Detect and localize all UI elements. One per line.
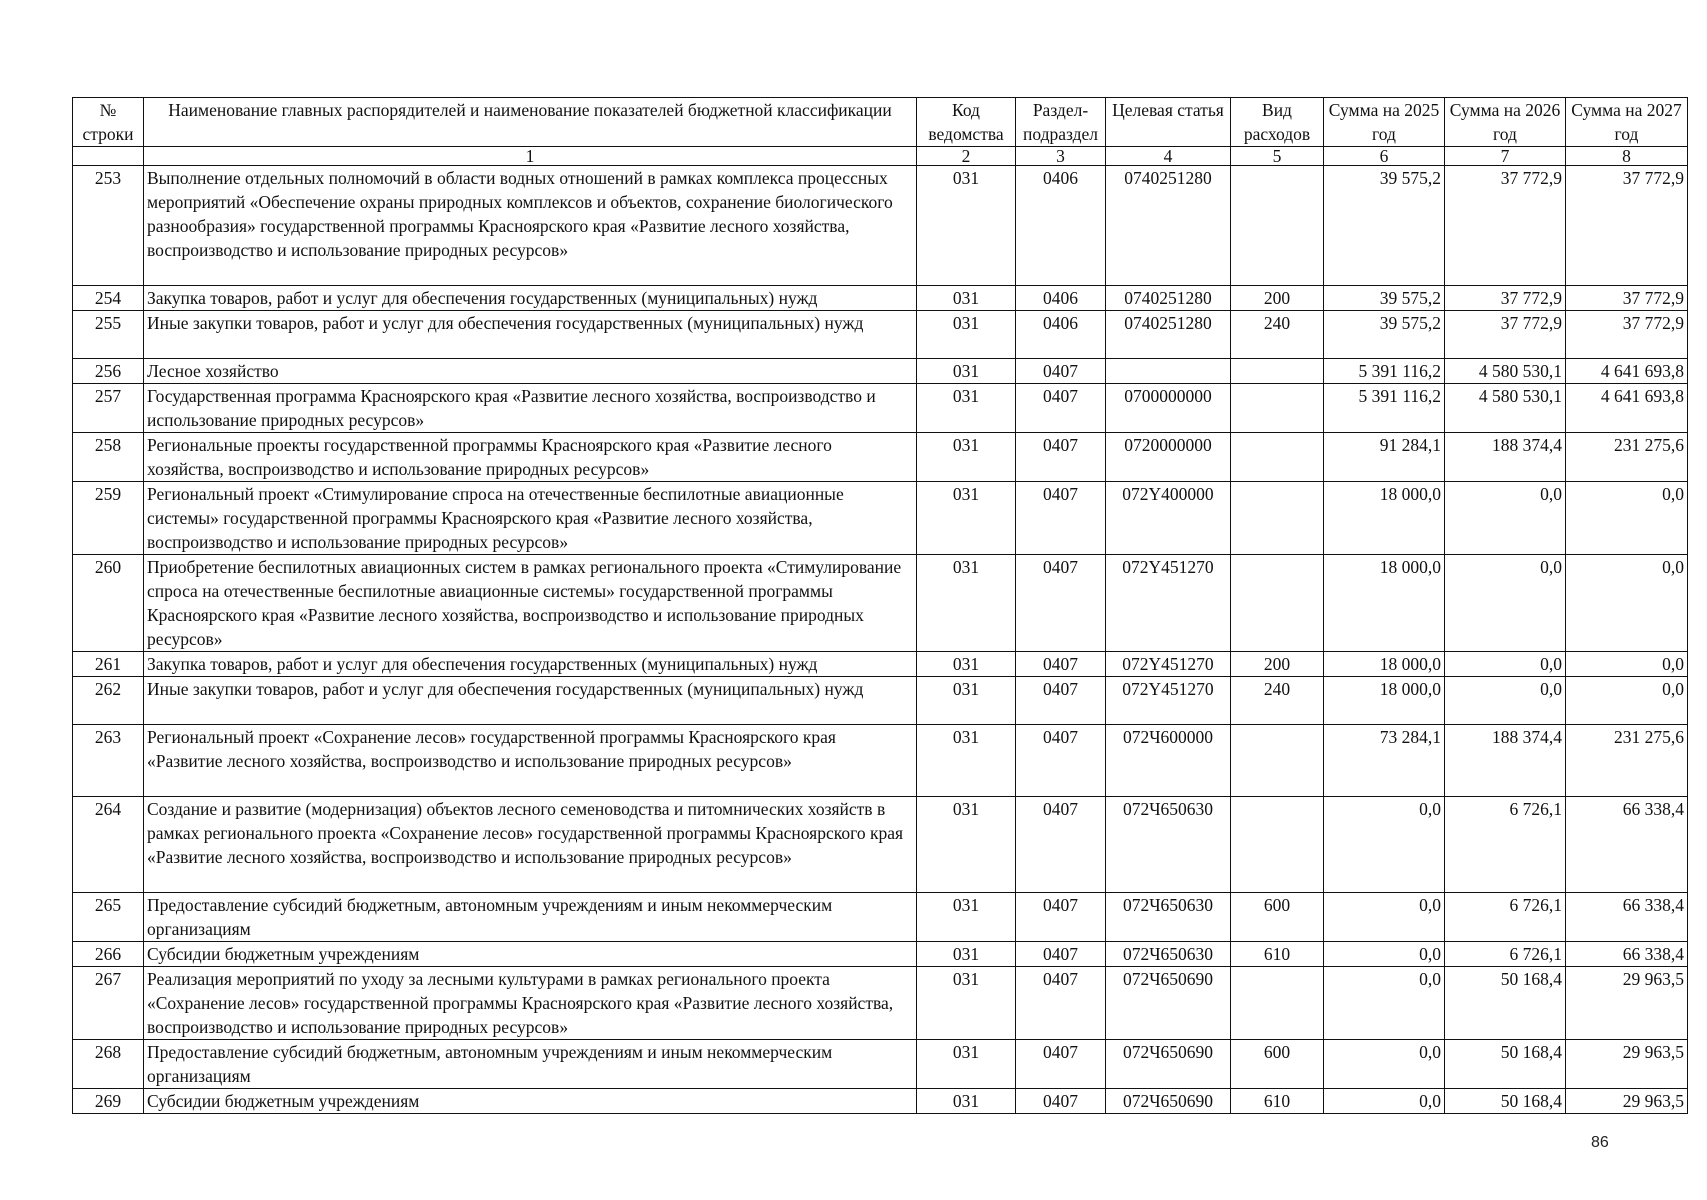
column-number [73,147,144,166]
row-sum-2025: 0,0 [1324,967,1445,1040]
row-department-code: 031 [917,652,1016,677]
row-sum-2026: 50 168,4 [1445,967,1566,1040]
row-number: 269 [73,1089,144,1114]
table-header-row [73,98,1688,147]
row-sum-2026: 4 580 530,1 [1445,384,1566,433]
row-sum-2025: 0,0 [1324,1089,1445,1114]
row-expense-type [1231,384,1324,433]
row-section: 0407 [1016,555,1106,652]
header-department-code: Код ведомства [917,98,1016,147]
row-expense-type: 240 [1231,311,1324,359]
row-sum-2026: 50 168,4 [1445,1089,1566,1114]
row-sum-2026: 188 374,4 [1445,725,1566,797]
row-sum-2026: 37 772,9 [1445,166,1566,286]
header-sum-2027: Сумма на 2027 год [1566,98,1688,147]
row-department-code: 031 [917,893,1016,942]
column-number: 7 [1445,147,1566,166]
column-number: 5 [1231,147,1324,166]
table-row [73,725,1688,797]
row-section: 0407 [1016,652,1106,677]
table-row [73,311,1688,359]
row-department-code: 031 [917,286,1016,311]
row-target-article [1106,359,1231,384]
table-row [73,942,1688,967]
row-sum-2025: 73 284,1 [1324,725,1445,797]
column-number: 8 [1566,147,1688,166]
row-number: 267 [73,967,144,1040]
row-department-code: 031 [917,942,1016,967]
row-expense-type: 600 [1231,893,1324,942]
row-section: 0407 [1016,384,1106,433]
row-target-article: 0720000000 [1106,433,1231,482]
column-number: 4 [1106,147,1231,166]
row-sum-2025: 91 284,1 [1324,433,1445,482]
row-department-code: 031 [917,384,1016,433]
row-name: Приобретение беспилотных авиационных систем в рамках регионального проекта «Стимулирование спроса на отечественные беспилотные авиационные системы» государственной программы Красноярского края «Развитие лесного хозяйства, воспроизводство и использование природных ресурсов» [144,555,917,652]
row-department-code: 031 [917,725,1016,797]
table-row [73,652,1688,677]
row-sum-2026: 6 726,1 [1445,942,1566,967]
row-sum-2026: 0,0 [1445,652,1566,677]
table-row [73,967,1688,1040]
row-target-article: 0740251280 [1106,311,1231,359]
row-section: 0406 [1016,286,1106,311]
row-sum-2025: 39 575,2 [1324,166,1445,286]
row-sum-2026: 0,0 [1445,555,1566,652]
row-target-article: 072Y400000 [1106,482,1231,555]
row-section: 0407 [1016,433,1106,482]
row-sum-2026: 37 772,9 [1445,286,1566,311]
row-number: 258 [73,433,144,482]
row-sum-2025: 18 000,0 [1324,482,1445,555]
row-sum-2025: 39 575,2 [1324,311,1445,359]
row-expense-type [1231,482,1324,555]
row-number: 254 [73,286,144,311]
row-name: Предоставление субсидий бюджетным, автономным учреждениям и иным некоммерческим организациям [144,893,917,942]
row-sum-2025: 0,0 [1324,797,1445,893]
table-row [73,1040,1688,1089]
row-expense-type: 600 [1231,1040,1324,1089]
row-name: Создание и развитие (модернизация) объектов лесного семеноводства и питомнических хозяйств в рамках регионального проекта «Сохранение лесов» государственной программы Красноярского края «Развитие лесного хозяйства, воспроизводство и использование природных ресурсов» [144,797,917,893]
row-expense-type [1231,555,1324,652]
table-row [73,797,1688,893]
row-section: 0407 [1016,967,1106,1040]
row-sum-2025: 0,0 [1324,1040,1445,1089]
table-row [73,359,1688,384]
row-sum-2026: 0,0 [1445,482,1566,555]
row-number: 253 [73,166,144,286]
row-section: 0407 [1016,725,1106,797]
row-department-code: 031 [917,967,1016,1040]
row-expense-type [1231,797,1324,893]
row-target-article: 0740251280 [1106,166,1231,286]
row-number: 260 [73,555,144,652]
row-sum-2027: 0,0 [1566,652,1688,677]
row-department-code: 031 [917,555,1016,652]
row-department-code: 031 [917,1040,1016,1089]
row-sum-2027: 37 772,9 [1566,311,1688,359]
row-expense-type [1231,359,1324,384]
row-name: Лесное хозяйство [144,359,917,384]
row-sum-2025: 0,0 [1324,893,1445,942]
row-sum-2026: 37 772,9 [1445,311,1566,359]
row-name: Региональный проект «Стимулирование спроса на отечественные беспилотные авиационные системы» государственной программы Красноярского края «Развитие лесного хозяйства, воспроизводство и использование природных ресурсов» [144,482,917,555]
row-section: 0407 [1016,797,1106,893]
row-sum-2027: 4 641 693,8 [1566,359,1688,384]
row-number: 255 [73,311,144,359]
row-sum-2026: 6 726,1 [1445,797,1566,893]
row-name: Региональные проекты государственной программы Красноярского края «Развитие лесного хозяйства, воспроизводство и использование природных ресурсов» [144,433,917,482]
row-number: 256 [73,359,144,384]
row-name: Региональный проект «Сохранение лесов» государственной программы Красноярского края «Развитие лесного хозяйства, воспроизводство и использование природных ресурсов» [144,725,917,797]
row-expense-type [1231,725,1324,797]
row-sum-2027: 37 772,9 [1566,166,1688,286]
row-number: 257 [73,384,144,433]
row-target-article: 072Ч650630 [1106,797,1231,893]
row-sum-2027: 37 772,9 [1566,286,1688,311]
row-department-code: 031 [917,1089,1016,1114]
row-number: 259 [73,482,144,555]
row-department-code: 031 [917,677,1016,725]
row-expense-type [1231,967,1324,1040]
row-sum-2025: 5 391 116,2 [1324,384,1445,433]
header-section: Раздел-подраздел [1016,98,1106,147]
row-target-article: 072Y451270 [1106,677,1231,725]
row-sum-2027: 66 338,4 [1566,942,1688,967]
row-expense-type: 610 [1231,1089,1324,1114]
header-row-number: № строки [73,98,144,147]
row-number: 261 [73,652,144,677]
table-row [73,384,1688,433]
row-name: Иные закупки товаров, работ и услуг для обеспечения государственных (муниципальных) нужд [144,677,917,725]
row-section: 0407 [1016,359,1106,384]
row-sum-2025: 18 000,0 [1324,652,1445,677]
table-row [73,433,1688,482]
column-number: 2 [917,147,1016,166]
header-expense-type: Вид расходов [1231,98,1324,147]
table-row [73,677,1688,725]
row-department-code: 031 [917,797,1016,893]
row-sum-2027: 231 275,6 [1566,725,1688,797]
header-target-article: Целевая статья [1106,98,1231,147]
row-name: Предоставление субсидий бюджетным, автономным учреждениям и иным некоммерческим организациям [144,1040,917,1089]
row-sum-2027: 231 275,6 [1566,433,1688,482]
row-name: Выполнение отдельных полномочий в области водных отношений в рамках комплекса процессных мероприятий «Обеспечение охраны природных комплексов и объектов, сохранение биологического разнообразия» государственной программы Красноярского края «Развитие лесного хозяйства, воспроизводство и использование природных ресурсов» [144,166,917,286]
row-sum-2027: 66 338,4 [1566,893,1688,942]
row-section: 0406 [1016,166,1106,286]
row-sum-2027: 0,0 [1566,482,1688,555]
row-section: 0407 [1016,1089,1106,1114]
column-number: 3 [1016,147,1106,166]
row-sum-2027: 0,0 [1566,677,1688,725]
row-sum-2027: 29 963,5 [1566,967,1688,1040]
row-sum-2025: 5 391 116,2 [1324,359,1445,384]
table-row [73,1089,1688,1114]
row-section: 0407 [1016,1040,1106,1089]
row-section: 0407 [1016,942,1106,967]
row-section: 0406 [1016,311,1106,359]
row-department-code: 031 [917,311,1016,359]
row-sum-2027: 29 963,5 [1566,1040,1688,1089]
row-sum-2027: 0,0 [1566,555,1688,652]
row-name: Государственная программа Красноярского края «Развитие лесного хозяйства, воспроизводство и использование природных ресурсов» [144,384,917,433]
row-number: 264 [73,797,144,893]
row-target-article: 072Y451270 [1106,555,1231,652]
page-number: 86 [1591,1134,1609,1151]
header-sum-2025: Сумма на 2025 год [1324,98,1445,147]
budget-table [72,97,1688,1114]
row-expense-type [1231,166,1324,286]
row-target-article: 072Ч600000 [1106,725,1231,797]
row-department-code: 031 [917,166,1016,286]
row-expense-type: 240 [1231,677,1324,725]
table-row [73,166,1688,286]
row-section: 0407 [1016,482,1106,555]
row-name: Закупка товаров, работ и услуг для обеспечения государственных (муниципальных) нужд [144,652,917,677]
table-row [73,555,1688,652]
row-department-code: 031 [917,359,1016,384]
row-expense-type [1231,433,1324,482]
row-target-article: 0740251280 [1106,286,1231,311]
table-row [73,893,1688,942]
row-sum-2026: 4 580 530,1 [1445,359,1566,384]
row-target-article: 072Y451270 [1106,652,1231,677]
row-sum-2026: 6 726,1 [1445,893,1566,942]
column-number-row [73,147,1688,166]
row-number: 262 [73,677,144,725]
row-sum-2025: 0,0 [1324,942,1445,967]
row-sum-2027: 66 338,4 [1566,797,1688,893]
header-sum-2026: Сумма на 2026 год [1445,98,1566,147]
row-number: 265 [73,893,144,942]
row-name: Субсидии бюджетным учреждениям [144,1089,917,1114]
row-sum-2027: 4 641 693,8 [1566,384,1688,433]
row-target-article: 072Ч650690 [1106,967,1231,1040]
row-expense-type: 200 [1231,652,1324,677]
row-section: 0407 [1016,893,1106,942]
row-number: 268 [73,1040,144,1089]
row-number: 266 [73,942,144,967]
row-sum-2026: 188 374,4 [1445,433,1566,482]
column-number: 6 [1324,147,1445,166]
row-sum-2025: 18 000,0 [1324,677,1445,725]
header-name: Наименование главных распорядителей и наименование показателей бюджетной классификации [144,98,917,147]
row-expense-type: 610 [1231,942,1324,967]
row-name: Закупка товаров, работ и услуг для обеспечения государственных (муниципальных) нужд [144,286,917,311]
row-department-code: 031 [917,482,1016,555]
row-target-article: 072Ч650630 [1106,893,1231,942]
column-number: 1 [144,147,917,166]
row-name: Реализация мероприятий по уходу за лесными культурами в рамках регионального проекта «Сохранение лесов» государственной программы Красноярского края «Развитие лесного хозяйства, воспроизводство и использование природных ресурсов» [144,967,917,1040]
row-sum-2025: 18 000,0 [1324,555,1445,652]
row-target-article: 0700000000 [1106,384,1231,433]
row-target-article: 072Ч650630 [1106,942,1231,967]
table-row [73,482,1688,555]
table-row [73,286,1688,311]
row-sum-2026: 50 168,4 [1445,1040,1566,1089]
row-expense-type: 200 [1231,286,1324,311]
row-name: Субсидии бюджетным учреждениям [144,942,917,967]
row-target-article: 072Ч650690 [1106,1040,1231,1089]
row-sum-2027: 29 963,5 [1566,1089,1688,1114]
row-target-article: 072Ч650690 [1106,1089,1231,1114]
table-body [73,166,1688,1114]
row-sum-2025: 39 575,2 [1324,286,1445,311]
row-section: 0407 [1016,677,1106,725]
row-name: Иные закупки товаров, работ и услуг для обеспечения государственных (муниципальных) нужд [144,311,917,359]
row-sum-2026: 0,0 [1445,677,1566,725]
row-department-code: 031 [917,433,1016,482]
row-number: 263 [73,725,144,797]
